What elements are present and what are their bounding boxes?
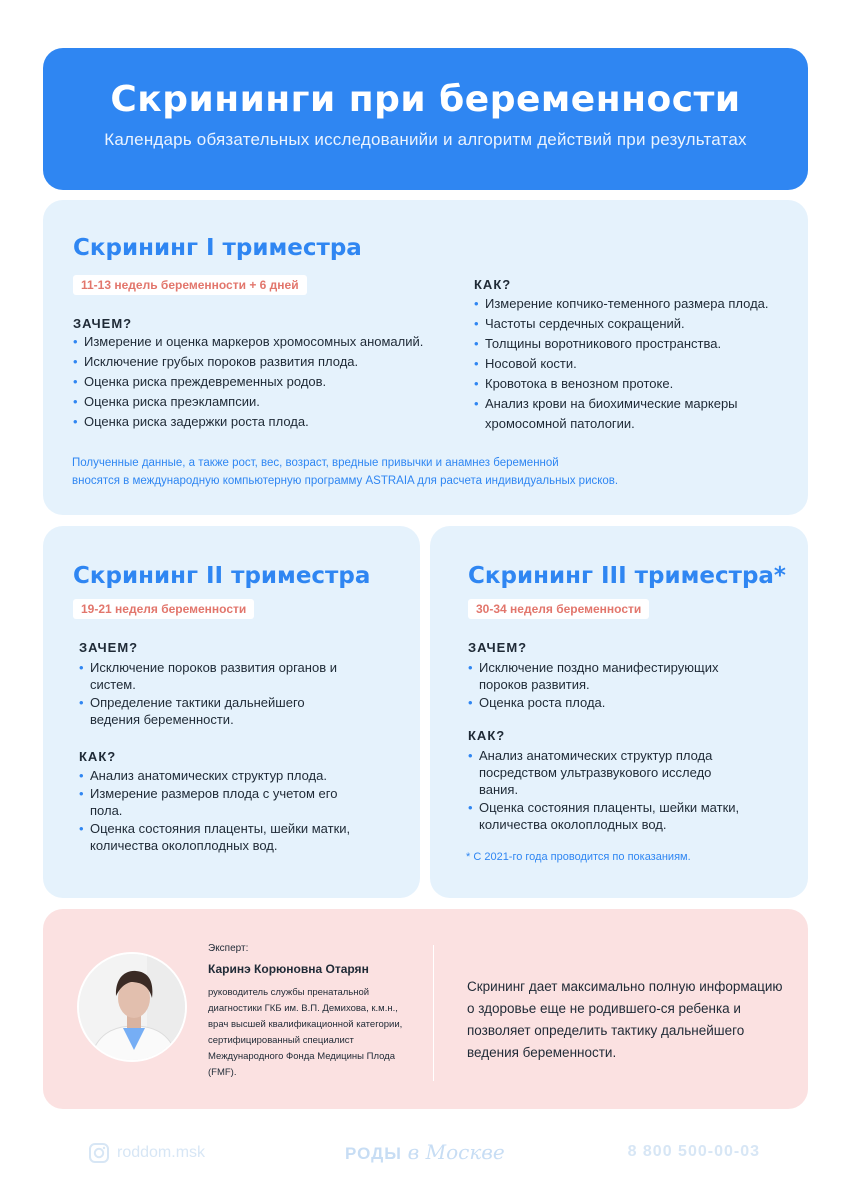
page-title: Скрининги при беременности <box>110 79 741 120</box>
list-item: • Оценка риска задержки роста плода. <box>73 412 473 432</box>
expert-portrait-icon <box>79 954 187 1062</box>
expert-quote: Скрининг дает максимально полную информацию о здоровье еще не родившего-ся ребенка и позволяет определить тактику дальнейшего ведения беременности. <box>467 979 783 1060</box>
list-item: • Толщины воротникового пространства. <box>474 334 804 354</box>
expert-label: Эксперт: <box>208 943 249 954</box>
trimester3-card <box>430 526 808 898</box>
instagram-handle: roddom.msk <box>117 1144 206 1161</box>
brand-main: РОДЫ <box>345 1144 402 1163</box>
list-item: • Исключение грубых пороков развития плода. <box>73 352 473 372</box>
trimester3-why-label: ЗАЧЕМ? <box>468 640 528 655</box>
trimester2-period-badge: 19-21 неделя беременности <box>73 599 254 619</box>
phone-number[interactable]: 8 800 500-00-03 <box>627 1143 760 1160</box>
trimester1-why-label: ЗАЧЕМ? <box>73 316 133 331</box>
trimester2-card <box>43 526 420 898</box>
expert-block <box>43 909 808 1109</box>
astraia-note <box>72 454 772 490</box>
trimester1-card <box>43 200 808 515</box>
list-item: • Измерение и оценка маркеров хромосомных аномалий. <box>73 332 473 352</box>
list-item: • Кровотока в венозном протоке. <box>474 374 804 394</box>
trimester2-how-list <box>79 767 379 855</box>
brand-script: в Москве <box>407 1140 505 1164</box>
footer <box>0 1130 850 1180</box>
list-item: • Исключение пороков развития органов и систем. <box>79 659 369 693</box>
astraia-note-line1: Полученные данные, а также рост, вес, возраст, вредные привычки и анамнез беременной <box>72 457 559 469</box>
trimester3-period-badge: 30-34 неделя беременности <box>468 599 649 619</box>
trimester3-how-label: КАК? <box>468 728 506 743</box>
list-item: • Оценка состояния плаценты, шейки матки, количества околоплодных вод. <box>468 799 788 833</box>
instagram-icon <box>88 1142 110 1164</box>
trimester3-how-list <box>468 747 788 834</box>
header-banner <box>43 48 808 190</box>
instagram-link[interactable] <box>88 1142 205 1164</box>
list-item: • Определение тактики дальнейшего ведения беременности. <box>79 694 339 728</box>
expert-name: Каринэ Корюновна Отарян <box>208 962 369 976</box>
trimester1-how-label: КАК? <box>474 277 512 292</box>
list-item: • Частоты сердечных сокращений. <box>474 314 804 334</box>
astraia-note-line2: вносятся в международную компьютерную программу ASTRAIA для расчета индивидуальных рисков. <box>72 475 619 487</box>
list-item: • Измерение копчико-теменного размера плода. <box>474 294 804 314</box>
list-item: • Измерение размеров плода с учетом его пола. <box>79 785 349 819</box>
expert-description: руководитель службы пренатальной диагностики ГКБ им. В.П. Демихова, к.м.н., врач высшей квалификационной категории, сертифицированный специалист Международного Фонда Медицины Плода (FMF). <box>208 987 403 1078</box>
list-item: • Анализ крови на биохимические маркеры хромосомной патологии. <box>474 394 774 434</box>
trimester1-how-list <box>474 294 804 434</box>
list-item: • Оценка роста плода. <box>468 694 768 711</box>
list-item: • Оценка риска преэклампсии. <box>73 392 473 412</box>
expert-photo <box>77 952 187 1062</box>
trimester1-period-badge: 11-13 недель беременности + 6 дней <box>73 275 307 295</box>
list-item: • Носовой кости. <box>474 354 804 374</box>
trimester2-why-list <box>79 659 369 729</box>
trimester1-title: Скрининг I триместра <box>73 235 362 261</box>
trimester1-why-list <box>73 332 473 432</box>
trimester2-how-label: КАК? <box>79 749 117 764</box>
trimester2-title: Скрининг II триместра <box>73 563 371 589</box>
trimester3-title: Скрининг III триместра* <box>468 563 786 589</box>
trimester2-why-label: ЗАЧЕМ? <box>79 640 139 655</box>
list-item: • Исключение поздно манифестирующих пороков развития. <box>468 659 758 693</box>
trimester3-why-list <box>468 659 768 712</box>
list-item: • Оценка риска преждевременных родов. <box>73 372 473 392</box>
brand-logo <box>345 1140 505 1164</box>
list-item: • Анализ анатомических структур плода посредством ультразвукового исследо вания. <box>468 747 748 798</box>
trimester3-footnote: * С 2021-го года проводится по показаниям. <box>466 851 691 863</box>
expert-divider <box>433 945 434 1081</box>
list-item: • Оценка состояния плаценты, шейки матки, количества околоплодных вод. <box>79 820 359 854</box>
list-item: • Анализ анатомических структур плода. <box>79 767 379 784</box>
page-subtitle: Календарь обязательных исследованийи и алгоритм действий при результатах <box>104 130 747 149</box>
